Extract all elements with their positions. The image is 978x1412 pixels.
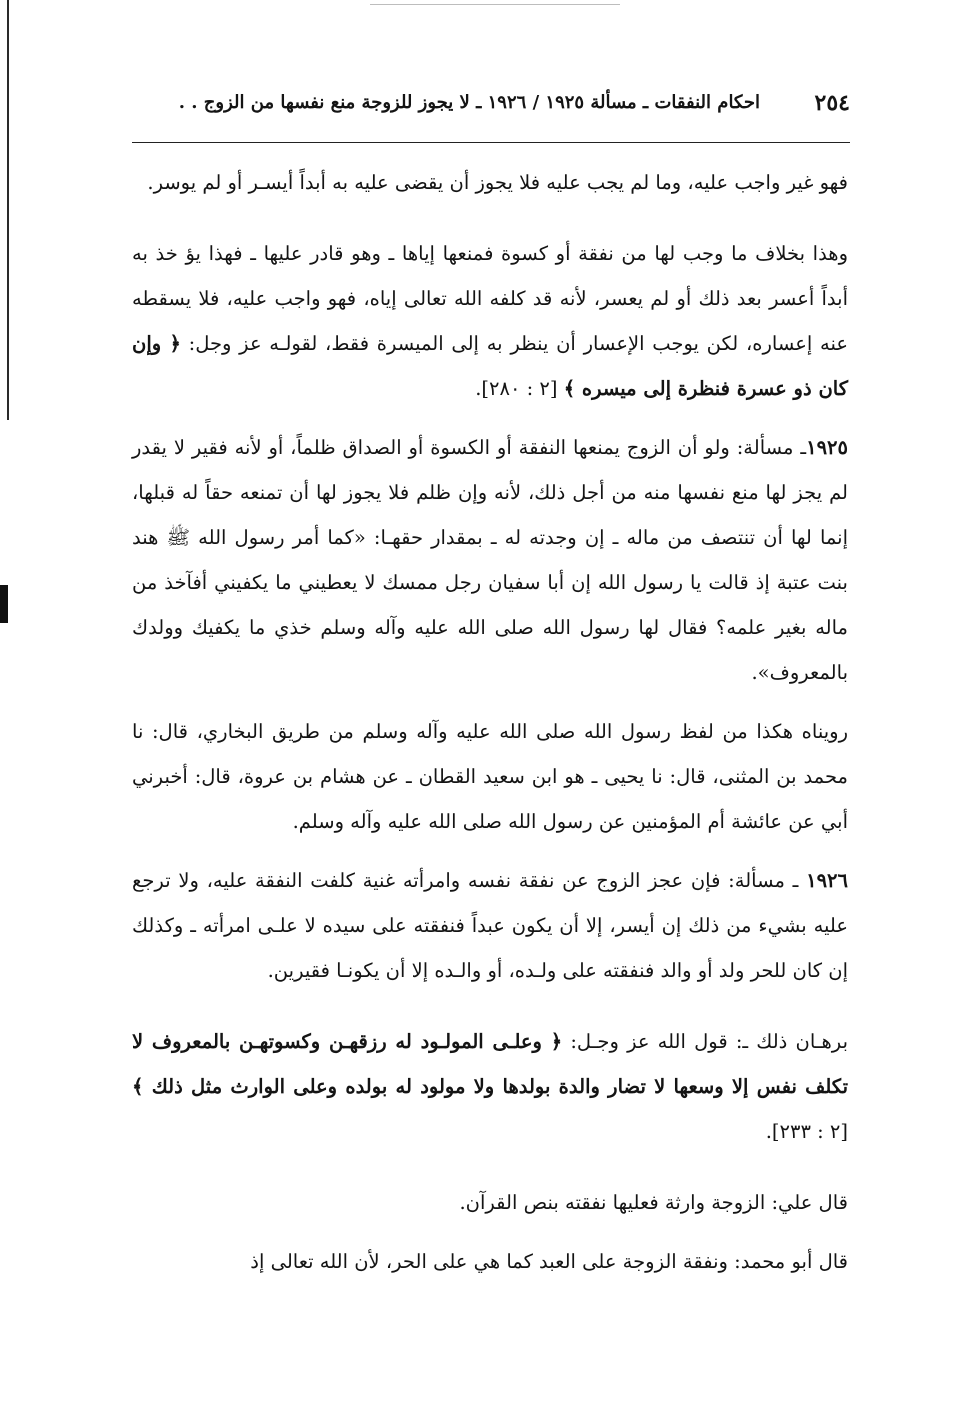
paragraph-ali: قال علي: الزوجة وارثة فعليها نفقته بنص القرآن.	[459, 1191, 848, 1214]
paragraph-proof	[132, 1019, 848, 1154]
masala-1925-text: ـ مسألة: ولو أن الزوج يمنعها النفقة أو الكسوة أو الصداق ظلماً، أو لأنه فقير لا يقدر لم يجز لها منع نفسها منه من أجل ذلك، لأنه وإن ظلم فلا يجوز لها أن تمنعه حقاً له قبلها، إنما لها أن تنتصف من ماله ـ إن وجدته له ـ بمقدار حقهـا: «كما أمر رسول الله ﷺ هند بنت عتبة إذ قالت يا رسول الله إن أبا سفيان رجل ممسك لا يعطيني ما يكفيني أفآخذ من ماله بغير علمه؟ فقال لها رسول الله صلى الله عليه وآله وسلم خذي ما يكفيك وولدك بالمعروف».	[132, 436, 849, 684]
quran-quote-2: ﴿ وعلـى المولـود له رزقهـن وكسوتهـن بالمعروف لا تكلف نفس إلا وسعها لا تضار والدة بولدها ولا مولود له بولده وعلى الوارث مثل ذلك ﴾	[132, 1030, 848, 1098]
page-number: ٢٥٤	[814, 90, 850, 116]
proof-intro: برهـان ذلك ـ: قول الله عز وجـل:	[570, 1030, 848, 1053]
paragraph-isnad: رويناه هكذا من لفظ رسول الله صلى الله عليه وآله وسلم من طريق البخاري، قال: نا محمد بن المثنى، قال: نا يحيى ـ هو ابن سعيد القطان ـ عن هشام بن عروة، قال: أخبرني أبي عن عائشة أم المؤمنين عن رسول الله صلى الله عليه وآله وسلم.	[132, 720, 848, 833]
paragraph-abu-muhammad: قال أبو محمد: ونفقة الزوجة على العبد كما هي على الحر، لأن الله تعالى إذ	[250, 1250, 848, 1273]
masala-number-1925: ١٩٢٥	[806, 436, 848, 459]
running-header	[132, 88, 850, 128]
header-title: احكام النفقات ـ مسألة ١٩٢٥ / ١٩٢٦ ـ لا يجوز للزوجة منع نفسها من الزوج . .	[178, 92, 760, 113]
quran-quote-1: ﴿ وإن كان ذو عسرة فنظرة إلى ميسره ﴾	[132, 332, 848, 400]
paragraph-masala-1925	[132, 425, 848, 695]
header-rule	[132, 142, 850, 143]
masala-number-1926: ١٩٢٦	[806, 869, 848, 892]
quran-reference-1: [٢ : ٢٨٠].	[475, 377, 558, 400]
paragraph-masala-1926	[132, 858, 848, 993]
paragraph-2	[132, 231, 848, 411]
paragraph-1: فهو غير واجب عليه، وما لم يجب عليه فلا يجوز أن يقضى عليه به أبداً أيسـر أو لم يوسر.	[147, 171, 848, 194]
quran-reference-2: [٢ : ٢٣٣].	[765, 1120, 848, 1143]
paragraph-2-text: وهذا بخلاف ما وجب لها من نفقة أو كسوة فمنعها إياها ـ وهو قادر عليها ـ فهذا يؤ خذ به أبداً أعسر بعد ذلك أو لم يعسر، لأنه قد كلفه الله تعالى إياه، فهو واجب عليه، فلا يسقطه عنه إعساره، لكن يوجب الإعسار أن ينظر به إلى الميسرة فقط، لقولـه عز وجل:	[132, 242, 848, 355]
page-body	[132, 160, 848, 1298]
scan-margin-mark	[0, 585, 8, 623]
scan-margin-line	[7, 0, 9, 420]
masala-1926-text: ـ مسألة: فإن عجز الزوج عن نفقة نفسه وامرأته غنية كلفت النفقة عليه، ولا ترجع عليه بشيء من ذلك إن أيسر، إلا أن يكون عبداً فنفقته على سيده لا علـى امرأته ـ وكذلك إن كان للحر ولد أو والد فنفقته على ولـده، أو والـده إلا أن يكونـا فقيرين.	[132, 869, 848, 982]
scan-edge-rule	[370, 4, 620, 5]
